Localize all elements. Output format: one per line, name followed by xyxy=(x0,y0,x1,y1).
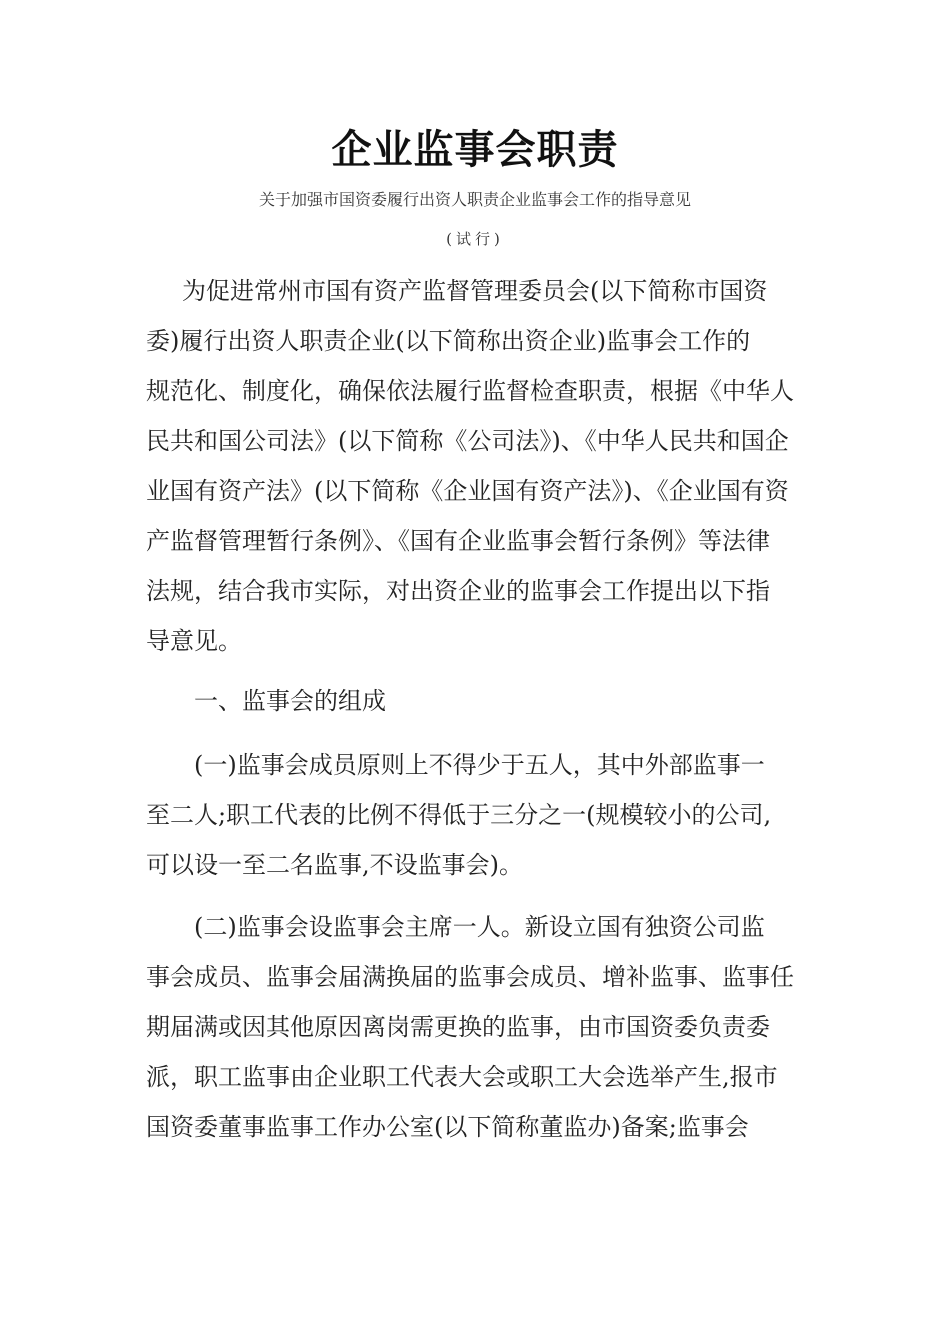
paragraph-line: 民共和国公司法》(以下简称《公司法》)、《中华人民共和国企 xyxy=(146,427,789,455)
intro-paragraph xyxy=(146,266,810,666)
paragraph-line: 可以设一至二名监事,不设监事会)。 xyxy=(146,851,523,879)
paragraph-line: (二)监事会设监事会主席一人。新设立国有独资公司监 xyxy=(194,913,765,941)
paragraph-line: 派，职工监事由企业职工代表大会或职工大会选举产生,报市 xyxy=(146,1063,778,1091)
section-heading-text: 一、监事会的组成 xyxy=(194,687,386,715)
paragraph-line: 国资委董事监事工作办公室(以下简称董监办)备案;监事会 xyxy=(146,1113,749,1141)
paragraph-line: 导意见。 xyxy=(146,627,242,655)
paragraph-line: 业国有资产法》(以下简称《企业国有资产法》)、《企业国有资 xyxy=(146,477,789,505)
paragraph-line: 为促进常州市国有资产监督管理委员会(以下简称市国资 xyxy=(182,277,768,305)
paragraph-line: 至二人;职工代表的比例不得低于三分之一(规模较小的公司, xyxy=(146,801,772,829)
paragraph-line: 事会成员、监事会届满换届的监事会成员、增补监事、监事任 xyxy=(146,963,794,991)
document-subtitle: 关于加强市国资委履行出资人职责企业监事会工作的指导意见 xyxy=(258,190,691,209)
item-one-paragraph xyxy=(146,740,810,890)
paragraph-line: 规范化、制度化，确保依法履行监督检查职责，根据《中华人 xyxy=(146,377,794,405)
document-title: 企业监事会职责 xyxy=(331,127,619,173)
trial-label: (试行) xyxy=(446,230,504,248)
paragraph-line: 产监督管理暂行条例》、《国有企业监事会暂行条例》等法律 xyxy=(146,527,770,555)
item-two-paragraph xyxy=(146,902,810,1152)
paragraph-line: 委)履行出资人职责企业(以下简称出资企业)监事会工作的 xyxy=(146,327,751,355)
paragraph-line: 法规，结合我市实际，对出资企业的监事会工作提出以下指 xyxy=(146,577,770,605)
section-heading xyxy=(146,676,810,726)
paragraph-line: 期届满或因其他原因离岗需更换的监事，由市国资委负责委 xyxy=(146,1013,770,1041)
paragraph-line: (一)监事会成员原则上不得少于五人，其中外部监事一 xyxy=(194,751,765,779)
